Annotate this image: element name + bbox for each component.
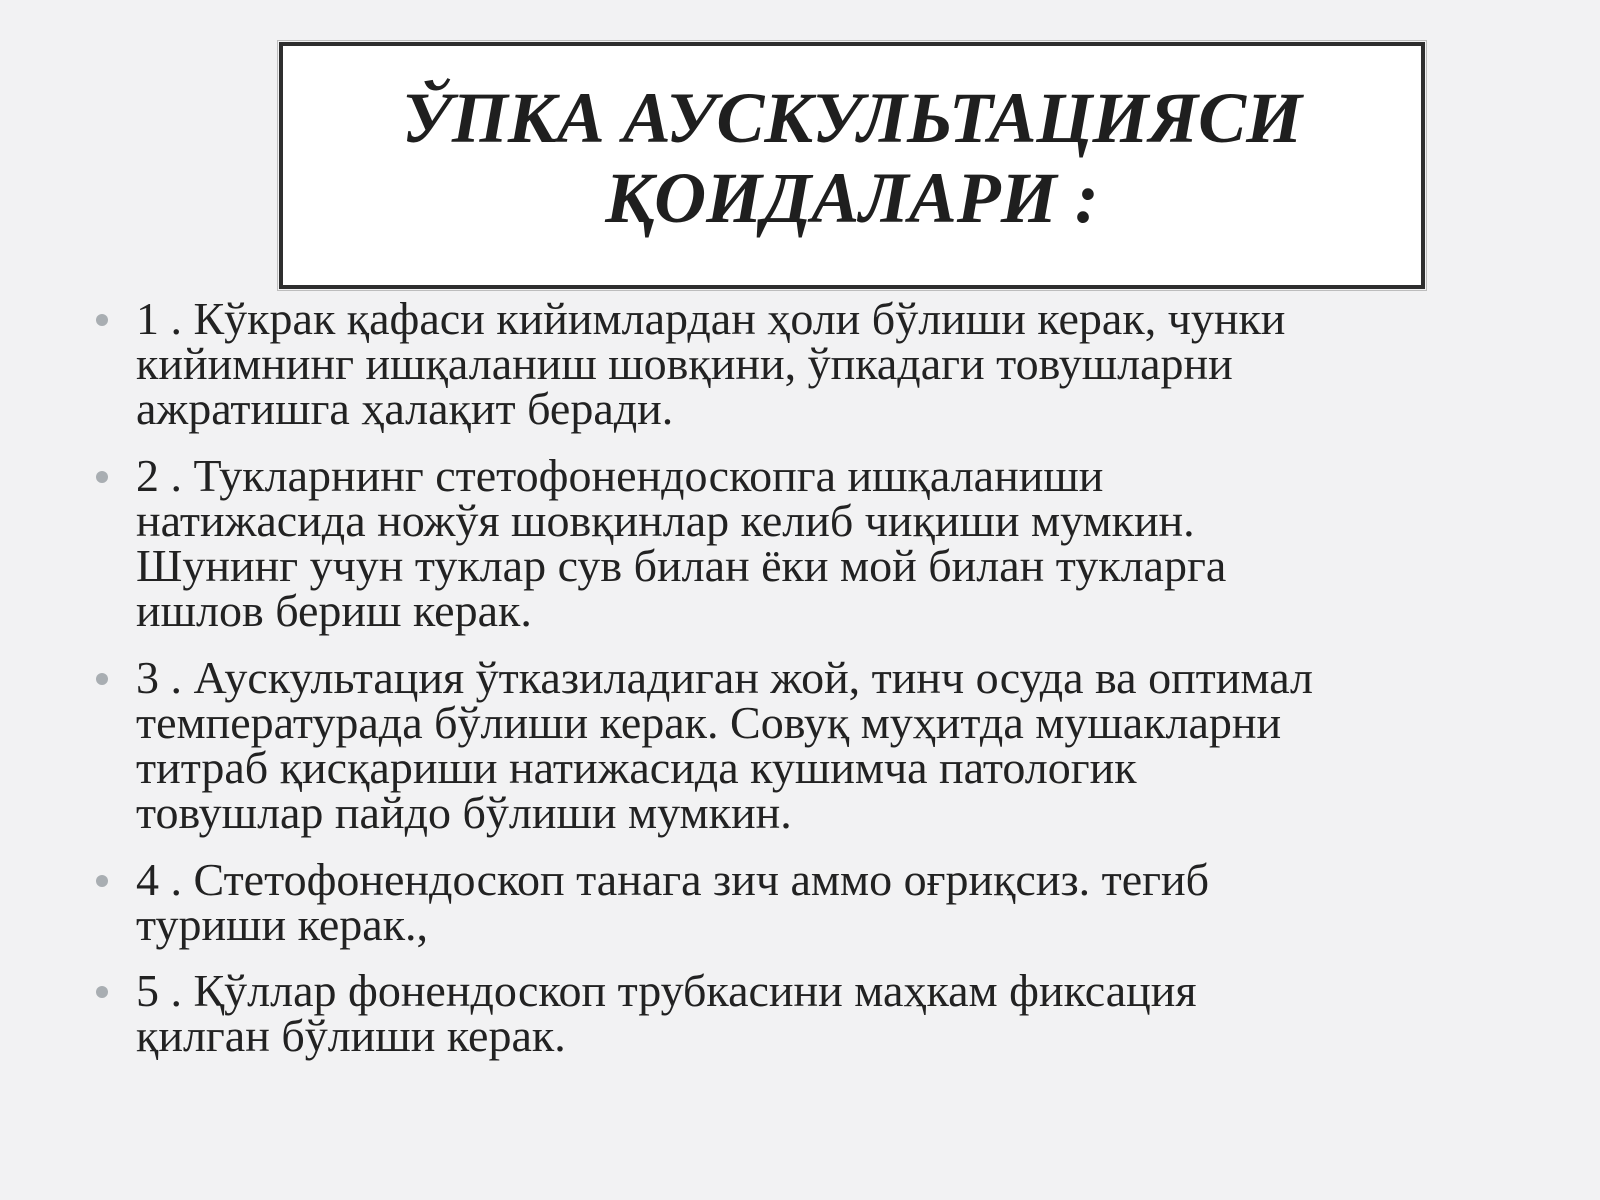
title-line-2: ҚОИДАЛАРИ :	[605, 157, 1099, 238]
bullet-list	[96, 293, 1576, 1080]
bullet-dot-icon	[96, 471, 108, 483]
bullet-item-1	[96, 293, 1576, 434]
title-line-1: ЎПКА АУСКУЛЬТАЦИЯСИ	[401, 77, 1303, 158]
bullet-line: кийимнинг ишқаланиш шовқини, ўпкадаги товушларни	[136, 338, 1233, 389]
bullet-item-4	[96, 854, 1576, 950]
bullet-line: қилган бўлиши керак.	[136, 1010, 566, 1061]
bullet-line: ишлов бериш керак.	[136, 585, 532, 636]
bullet-line: туриши керак.,	[136, 899, 429, 950]
bullet-line: 3 . Аускультация ўтказиладиган жой, тинч осуда ва оптимал	[136, 652, 1313, 703]
bullet-dot-icon	[96, 314, 108, 326]
bullet-line: 4 . Стетофонендоскоп танага зич аммо оғриқсиз. тегиб	[136, 854, 1210, 905]
bullet-line: титраб қисқариши натижасида кушимча патологик	[136, 742, 1137, 793]
bullet-line: Шунинг учун туклар сув билан ёки мой билан тукларга	[136, 540, 1227, 591]
bullet-line: 5 . Қўллар фонендоскоп трубкасини маҳкам фиксация	[136, 965, 1197, 1016]
bullet-line: ажратишга ҳалақит беради.	[136, 383, 674, 434]
bullet-item-2	[96, 450, 1576, 636]
bullet-line: температурада бўлиши керак. Совуқ муҳитда мушакларни	[136, 697, 1282, 748]
bullet-item-3	[96, 652, 1576, 838]
bullet-dot-icon	[96, 875, 108, 887]
bullet-dot-icon	[96, 673, 108, 685]
bullet-line: натижасида ножўя шовқинлар келиб чиқиши мумкин.	[136, 495, 1195, 546]
bullet-line: товушлар пайдо бўлиши мумкин.	[136, 787, 792, 838]
bullet-line: 2 . Тукларнинг стетофонендоскопга ишқаланиши	[136, 450, 1104, 501]
title-box	[279, 42, 1425, 289]
slide-title	[382, 78, 1322, 238]
bullet-item-5	[96, 965, 1576, 1061]
bullet-dot-icon	[96, 986, 108, 998]
bullet-line: 1 . Кўкрак қафаси кийимлардан ҳоли бўлиши керак, чунки	[136, 293, 1286, 344]
